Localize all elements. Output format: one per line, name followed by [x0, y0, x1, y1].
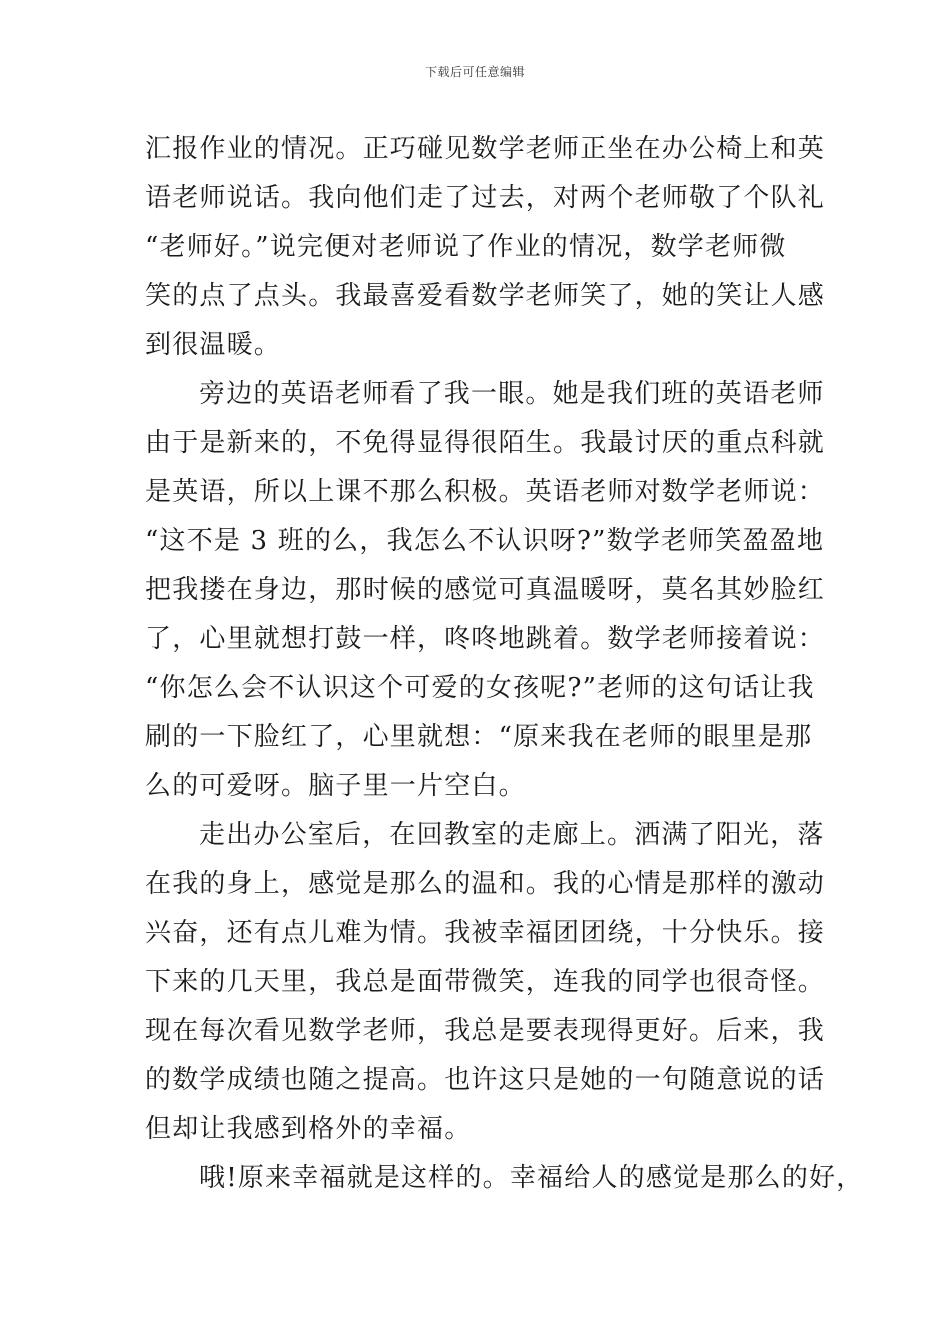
- text-line: 的数学成绩也随之提高。也许这只是她的一句随意说的话: [145, 1065, 826, 1095]
- text-line: “这不是 3 班的么，我怎么不认识呀?”数学老师笑盈盈地: [145, 526, 825, 556]
- text-line: 由于是新来的，不免得显得很陌生。我最讨厌的重点科就: [145, 428, 826, 458]
- text-line: 走出办公室后，在回教室的走廊上。洒满了阳光，落: [199, 820, 825, 850]
- text-line: “老师好。”说完便对老师说了作业的情况，数学老师微: [145, 232, 787, 262]
- text-line: 到很温暖。: [145, 330, 282, 360]
- page-header: 下载后可任意编辑: [424, 65, 525, 79]
- text-line: 是英语，所以上课不那么积极。英语老师对数学老师说：: [145, 477, 826, 507]
- text-line: 哦!原来幸福就是这样的。幸福给人的感觉是那么的好，: [199, 1163, 864, 1193]
- text-line: 汇报作业的情况。正巧碰见数学老师正坐在办公椅上和英: [145, 134, 826, 164]
- text-line: 语老师说话。我向他们走了过去，对两个老师敬了个队礼: [145, 183, 826, 213]
- text-line: 下来的几天里，我总是面带微笑，连我的同学也很奇怪。: [145, 967, 826, 997]
- text-line: 旁边的英语老师看了我一眼。她是我们班的英语老师: [199, 379, 825, 409]
- text-line: 在我的身上，感觉是那么的温和。我的心情是那样的激动: [145, 869, 826, 899]
- text-line: 现在每次看见数学老师，我总是要表现得更好。后来，我: [145, 1016, 826, 1046]
- text-line: 笑的点了点头。我最喜爱看数学老师笑了，她的笑让人感: [145, 281, 826, 311]
- text-line: 把我搂在身边，那时候的感觉可真温暖呀，莫名其妙脸红: [145, 575, 826, 605]
- text-line: 但却让我感到格外的幸福。: [145, 1114, 472, 1144]
- text-line: 兴奋，还有点儿难为情。我被幸福团团绕，十分快乐。接: [145, 918, 826, 948]
- text-line: 么的可爱呀。脑子里一片空白。: [145, 771, 526, 801]
- body-text: [145, 125, 864, 1203]
- text-line: “你怎么会不认识这个可爱的女孩呢?”老师的这句话让我: [145, 673, 815, 703]
- text-line: 了，心里就想打鼓一样，咚咚地跳着。数学老师接着说：: [145, 624, 826, 654]
- text-line: 刷的一下脸红了，心里就想：“原来我在老师的眼里是那: [145, 722, 813, 752]
